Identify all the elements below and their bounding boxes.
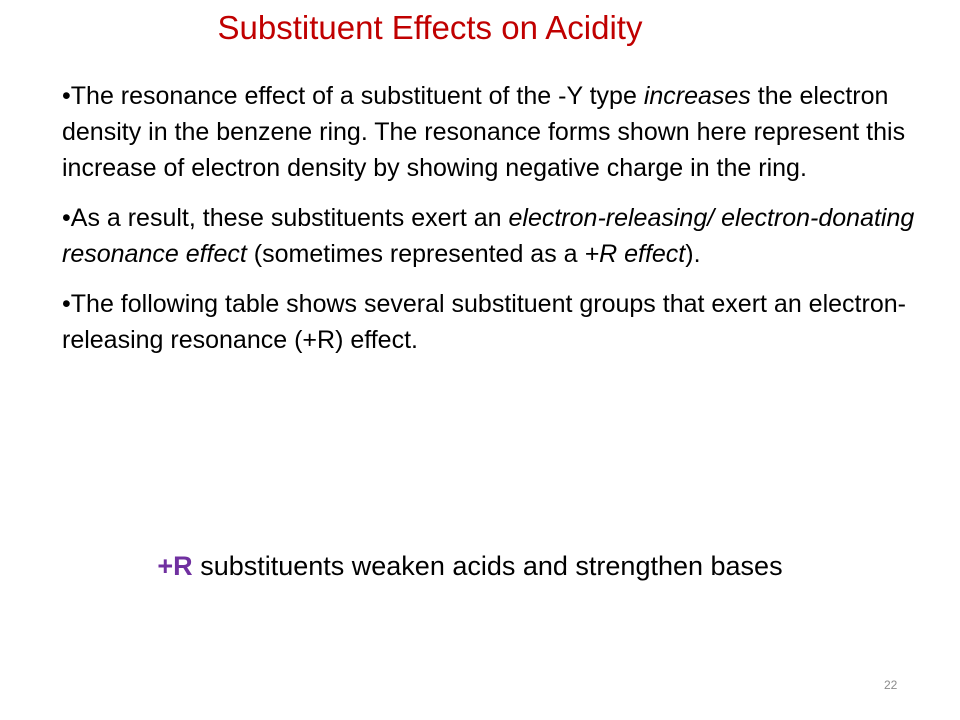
bullet-mark: • — [62, 290, 71, 318]
bullet-list — [62, 78, 924, 372]
bullet-text: ). — [685, 240, 701, 268]
bullet-item — [62, 78, 924, 186]
bullet-mark: • — [62, 204, 71, 232]
page-number: 22 — [884, 678, 898, 692]
bullet-text: As a result, these substituents exert an — [70, 204, 509, 232]
bullet-text: (sometimes represented as a — [246, 240, 585, 268]
bullet-text: the electron density in the benzene ring. The resonance forms shown here represent this increase of electron density by showing negative charge in the ring. — [62, 82, 906, 182]
bullet-text-italic: electron-releasing/ electron-donating resonance effect — [62, 204, 915, 268]
bullet-item — [62, 200, 924, 272]
summary-text: weaken acids and strengthen bases — [351, 551, 783, 581]
bullet-text: The following table shows several substituent groups that exert an electron-releasing resonance (+R) effect. — [62, 290, 906, 354]
summary-text: substituents — [192, 551, 352, 581]
bullet-item — [62, 286, 924, 358]
plus-r-label: +R — [157, 551, 193, 581]
summary-line — [0, 548, 960, 584]
slide-title: Substituent Effects on Acidity — [217, 9, 643, 46]
bullet-text-italic: +R effect — [584, 240, 686, 268]
bullet-text-italic: increases — [643, 82, 751, 110]
bullet-mark: • — [62, 82, 71, 110]
bullet-text: The resonance effect of a substituent of the -Y type — [70, 82, 644, 110]
